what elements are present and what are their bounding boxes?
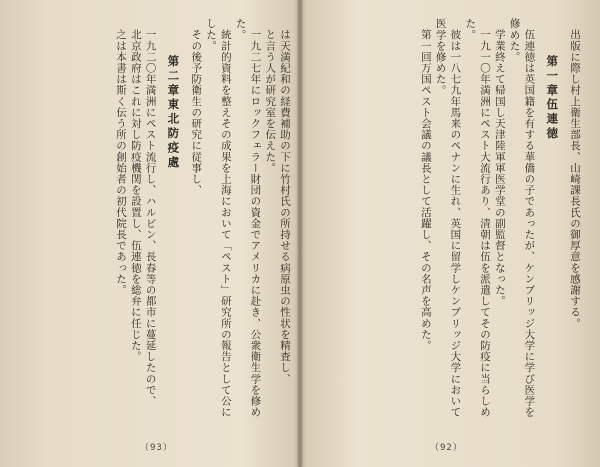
chapter-heading: [166, 18, 181, 423]
paragraph: その後予防衛生の研究に従事し、: [190, 28, 203, 195]
paragraph: 一九二〇年満洲にペスト流行し、ハルビン、長春等の都市に蔓延したので、: [144, 28, 157, 406]
chapter-number: 第二章: [166, 54, 181, 99]
paragraph: 之は本書は斯く伝う所の創始者の初代院長であった。: [115, 28, 128, 295]
chapter-title: 伍連徳: [545, 98, 560, 142]
paragraph: 伍連徳は英国籍を有する華僑の子であったが、ケンブリッジ大学に学び医学を修めた。: [508, 18, 536, 417]
chapter-title: 東北防疫處: [166, 98, 181, 171]
paragraph: 第一回万国ペスト会議の議長として活躍し、その名声を高めた。: [419, 28, 432, 351]
paragraph: 一九二七年にロックフェラー財団の資金でアメリカに赴き、公衆衛生学を修めた。: [234, 18, 262, 417]
paragraph: 学業終えて帰国し天津陸軍軍医学堂の副監督となった。: [493, 28, 506, 306]
paragraph: は天満紀和の経費補助の下に竹村氏の所持せる病原虫の性状を精査し、: [279, 28, 291, 384]
paragraph: 出版に際し村上衛生部長、山崎課長氏の御厚意を感謝する。: [569, 28, 581, 329]
chapter-number: 第一章: [545, 54, 560, 99]
paragraph: 一九一〇年満洲にペスト大流行あり、清朝は伍を派遣してその防疫に当らしめた。: [464, 18, 492, 417]
paragraph: 彼は一八七九年馬来のペナンに生れ、英国に留学しケンブリッジ大学において医学を修めた。: [434, 18, 462, 417]
paragraph: 北京政府はこれに対し防疫機関を設置し、伍連徳を総弁に任じた。: [129, 28, 142, 362]
page-number: （93）: [140, 443, 173, 453]
paragraph: 統計的資料を整えその成果を上海において「ペスト」研究所の報告として公にした。: [205, 18, 232, 417]
page-number: （92）: [430, 443, 463, 453]
paragraph: と言う人が研究室を伝えた。: [264, 28, 277, 173]
chapter-heading: [544, 18, 559, 423]
left-page: [18, 18, 292, 423]
right-page: [312, 18, 582, 423]
book-gutter: [297, 0, 303, 467]
